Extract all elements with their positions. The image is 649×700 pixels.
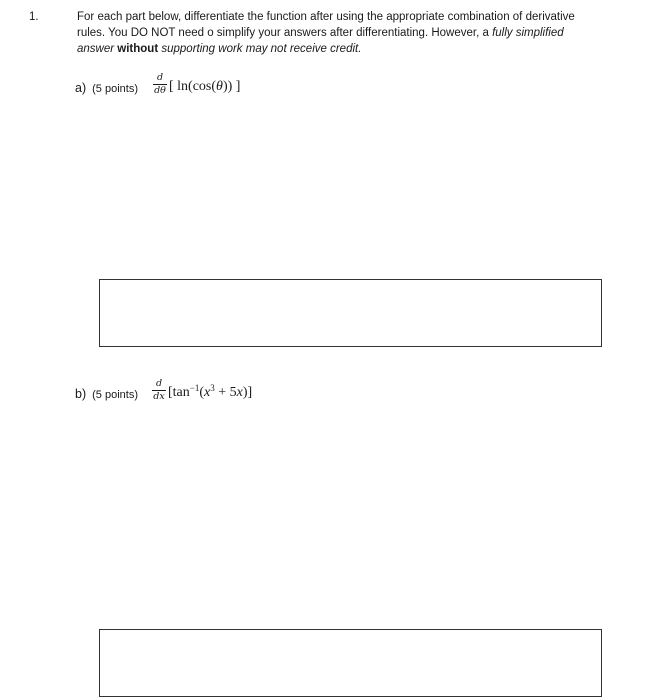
instructions-line-2 — [77, 25, 617, 41]
part-b-expr-x2: x — [236, 385, 243, 400]
part-a-heading — [75, 80, 138, 97]
part-a-label: a) — [75, 81, 87, 95]
part-b-answer-box[interactable] — [99, 629, 602, 697]
part-b-points: (5 points) — [92, 389, 138, 401]
part-a-expr-open: [ ln(cos( — [169, 79, 217, 94]
question-instructions — [77, 9, 617, 57]
part-a-derivative-operator — [153, 73, 167, 96]
part-b-frac-numerator: d — [155, 378, 163, 389]
part-b-expr-plus: + 5 — [214, 385, 237, 400]
instructions-line-2-text: rules. You DO NOT need o simplify your answers after differentiating. However, a — [77, 27, 489, 39]
instructions-line-1: For each part below, differentiate the function after using the appropriate combination of derivative — [77, 11, 575, 23]
part-a-answer-box[interactable] — [99, 279, 602, 347]
part-b-derivative-operator — [152, 379, 166, 402]
instructions-line-3-start: answer — [77, 43, 115, 55]
instructions-bold-word: without — [117, 43, 159, 55]
part-a-expr-close: )) ] — [222, 79, 241, 94]
part-a-frac-numerator: d — [156, 72, 164, 83]
part-b-expr-paren: ( — [199, 385, 205, 400]
part-b-expr-cube: 3 — [210, 383, 215, 393]
part-b-label: b) — [75, 387, 87, 401]
part-b-expression — [168, 385, 252, 401]
part-a-expr-variable: θ — [216, 79, 223, 94]
part-a-points: (5 points) — [92, 83, 138, 95]
part-b-expr-x1: x — [204, 385, 211, 400]
instructions-line-3-end: supporting work may not receive credit. — [161, 43, 362, 55]
part-b-expr-open: [tan — [168, 385, 190, 400]
instructions-emphasis: fully simplified — [492, 27, 564, 39]
question-number: 1. — [29, 11, 39, 23]
part-a-frac-denominator: dθ — [154, 85, 166, 96]
part-b-expr-inverse-exponent: −1 — [189, 383, 200, 393]
part-b-expr-close: )] — [242, 385, 253, 400]
part-a-expression — [169, 79, 240, 95]
instructions-line-3 — [77, 41, 617, 57]
part-b-frac-denominator: dx — [153, 391, 165, 402]
part-b-heading — [75, 386, 138, 403]
